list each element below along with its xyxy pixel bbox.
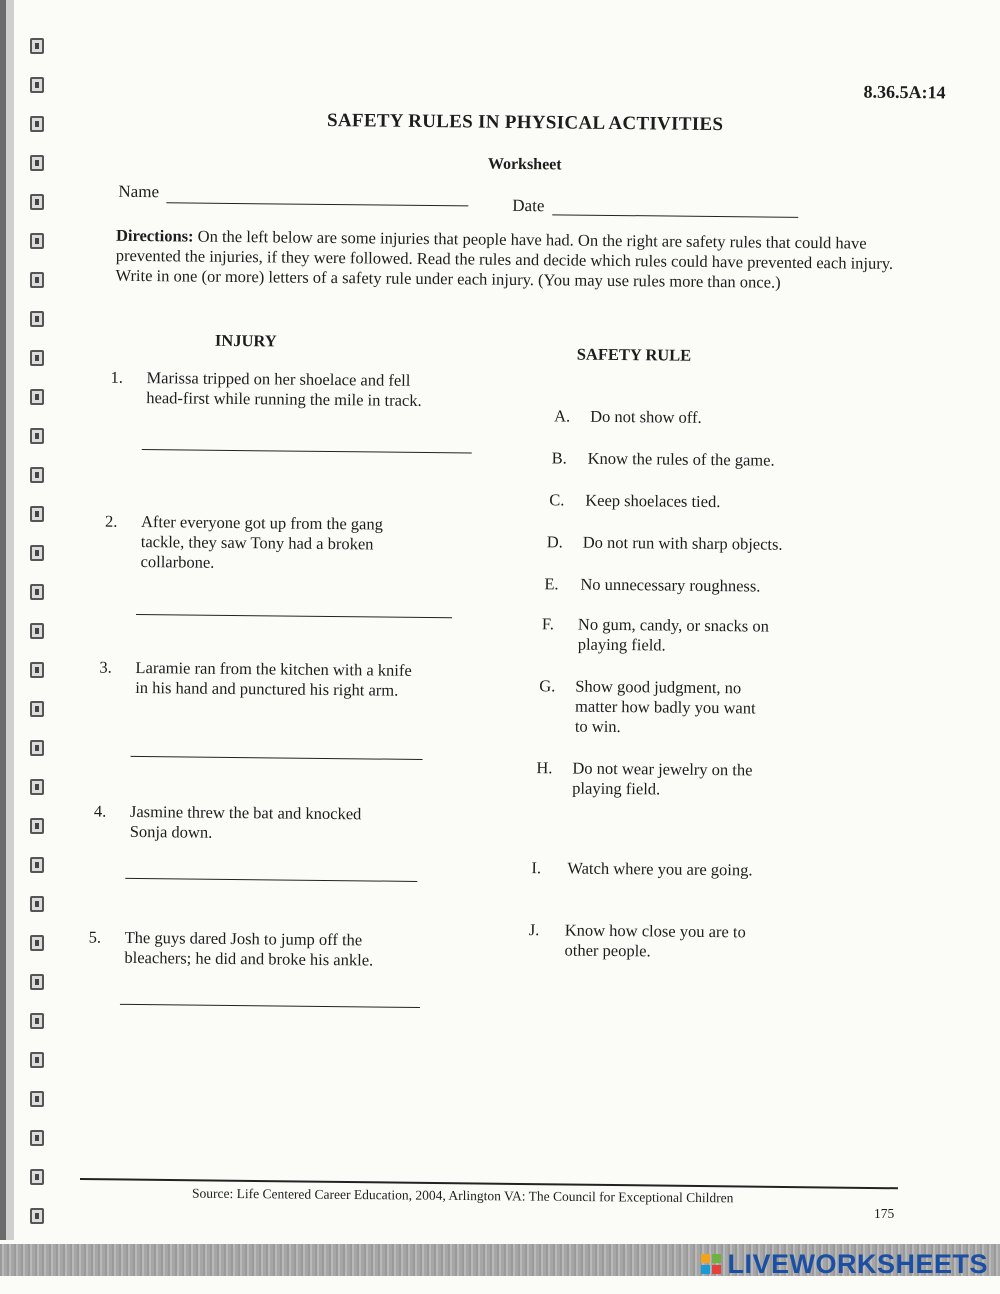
binding-ring	[30, 1208, 44, 1224]
rule-line: playing field.	[572, 778, 661, 799]
brand-name: LIVEWORKSHEETS	[727, 1248, 988, 1279]
rule-line: matter how badly you want	[575, 696, 756, 718]
page-number: 175	[874, 1206, 895, 1221]
injury-line: collarbone.	[140, 552, 215, 572]
injury-line: Jasmine threw the bat and knocked	[129, 801, 362, 824]
rule-text	[572, 759, 812, 802]
binding-ring	[30, 662, 44, 678]
injury-line: Sonja down.	[129, 821, 213, 842]
answer-line-4[interactable]	[125, 878, 417, 882]
injury-item-3	[99, 658, 479, 706]
binding-ring	[30, 779, 44, 795]
rule-text	[585, 491, 825, 514]
binding-ring	[30, 1130, 44, 1146]
injury-line: Marissa tripped on her shoelace and fell	[146, 368, 411, 390]
rule-line: Know the rules of the game.	[587, 448, 775, 470]
rule-line: Do not wear jewelry on the	[572, 758, 753, 780]
rule-line: other people.	[564, 940, 651, 961]
injury-number: 4.	[93, 801, 107, 821]
logo-square	[712, 1254, 721, 1263]
binding-ring	[30, 467, 44, 483]
safety-rule-heading: SAFETY RULE	[576, 344, 692, 365]
directions-text: On the left below are some injuries that people have had. On the right are safety rules that could have prevented the injuries, if they were followed. Read the rules and decide which rules could have prevented each injury. Write in one (or more) letters of a safety rule under each injury. (You may use rules more than once.)	[115, 226, 894, 292]
injury-item-4	[94, 802, 474, 850]
binding-ring	[30, 233, 44, 249]
injury-item-1	[110, 368, 490, 416]
spiral-binding	[0, 0, 64, 1240]
rule-line: Watch where you are going.	[567, 858, 753, 880]
rule-line: No unnecessary roughness.	[580, 574, 761, 596]
injury-text	[124, 928, 373, 971]
binding-ring	[30, 194, 44, 210]
rule-letter: H.	[536, 758, 553, 778]
binding-ring	[30, 77, 44, 93]
answer-line-5[interactable]	[120, 1004, 420, 1008]
binding-ring	[30, 701, 44, 717]
binding-ring	[30, 1091, 44, 1107]
injury-text	[140, 512, 383, 575]
directions	[115, 226, 931, 295]
injury-text	[146, 368, 422, 411]
binding-ring	[30, 272, 44, 288]
rule-text	[580, 575, 820, 598]
rule-line: Show good judgment, no	[575, 676, 742, 698]
answer-line-2[interactable]	[136, 614, 452, 618]
binding-ring	[30, 584, 44, 600]
source-citation: Source: Life Centered Career Education, 2004, Arlington VA: The Council for Exceptional Children	[191, 1185, 734, 1206]
rule-line: Keep shoelaces tied.	[585, 490, 721, 512]
binding-ring	[30, 350, 44, 366]
injury-line: Laramie ran from the kitchen with a knife	[135, 657, 412, 680]
binding-ring	[30, 1052, 44, 1068]
binding-ring	[30, 38, 44, 54]
injury-line: After everyone got up from the gang	[140, 512, 384, 534]
binding-ring	[30, 740, 44, 756]
rule-line: to win.	[574, 716, 621, 737]
rule-text	[583, 533, 823, 556]
rule-line: playing field.	[577, 634, 666, 655]
logo-square	[712, 1265, 721, 1274]
injury-line: The guys dared Josh to jump off the	[124, 927, 363, 950]
binding-ring	[30, 389, 44, 405]
injury-number: 3.	[99, 657, 112, 677]
binding-ring	[30, 428, 44, 444]
rule-text	[588, 449, 828, 472]
binding-ring	[30, 857, 44, 873]
name-input-line[interactable]	[166, 202, 468, 206]
rule-line: Do not run with sharp objects.	[582, 532, 783, 554]
rule-text	[578, 615, 818, 658]
date-input-line[interactable]	[552, 214, 798, 218]
injury-number: 1.	[110, 367, 123, 387]
answer-line-1[interactable]	[142, 449, 472, 453]
rule-letter: A.	[554, 406, 571, 426]
rule-letter: C.	[549, 490, 565, 510]
rule-letter: F.	[541, 614, 555, 634]
binding-ring	[30, 1013, 44, 1029]
rule-letter: B.	[551, 448, 567, 468]
answer-line-3[interactable]	[131, 756, 423, 760]
injury-number: 2.	[104, 511, 118, 531]
injury-line: in his hand and punctured his right arm.	[135, 677, 399, 700]
liveworksheets-logo[interactable]	[701, 1250, 988, 1278]
injury-number: 5.	[88, 927, 102, 947]
rule-line: Know how close you are to	[564, 920, 746, 942]
injury-text	[130, 802, 362, 844]
binding-ring	[30, 623, 44, 639]
rule-letter: J.	[528, 920, 540, 940]
binding-ring	[30, 896, 44, 912]
document-code: 8.36.5A:14	[863, 81, 946, 103]
rule-letter: G.	[539, 676, 556, 696]
date-label: Date	[512, 195, 545, 216]
binding-ring	[30, 155, 44, 171]
rule-text	[590, 407, 830, 430]
rule-letter: D.	[546, 532, 563, 552]
name-label: Name	[118, 181, 160, 202]
binding-ring	[30, 116, 44, 132]
page-title: SAFETY RULES IN PHYSICAL ACTIVITIES	[326, 109, 724, 136]
injury-line: head-first while running the mile in track.	[146, 388, 422, 410]
binding-ring	[30, 506, 44, 522]
injury-item-2	[104, 512, 485, 580]
injury-text	[135, 658, 412, 701]
logo-square	[701, 1254, 710, 1263]
directions-label: Directions:	[115, 225, 194, 246]
rule-text	[567, 859, 807, 882]
injury-heading: INJURY	[214, 330, 277, 351]
rule-letter: I.	[531, 858, 542, 878]
injury-item-5	[88, 928, 468, 976]
rule-text	[564, 920, 804, 963]
binding-ring	[30, 1169, 44, 1185]
rule-text	[575, 677, 816, 740]
binding-ring	[30, 311, 44, 327]
injury-line: tackle, they saw Tony had a broken	[140, 532, 374, 554]
binding-ring	[30, 935, 44, 951]
rule-line: Do not show off.	[590, 406, 702, 427]
binding-ring	[30, 974, 44, 990]
rule-line: No gum, candy, or snacks on	[577, 614, 769, 636]
page-subtitle: Worksheet	[487, 155, 562, 174]
logo-grid-icon	[701, 1254, 721, 1274]
rule-letter: E.	[544, 574, 559, 594]
logo-square	[701, 1265, 710, 1274]
worksheet-page	[64, 0, 977, 1245]
binding-ring	[30, 545, 44, 561]
injury-line: bleachers; he did and broke his ankle.	[124, 947, 374, 970]
binding-ring	[30, 818, 44, 834]
